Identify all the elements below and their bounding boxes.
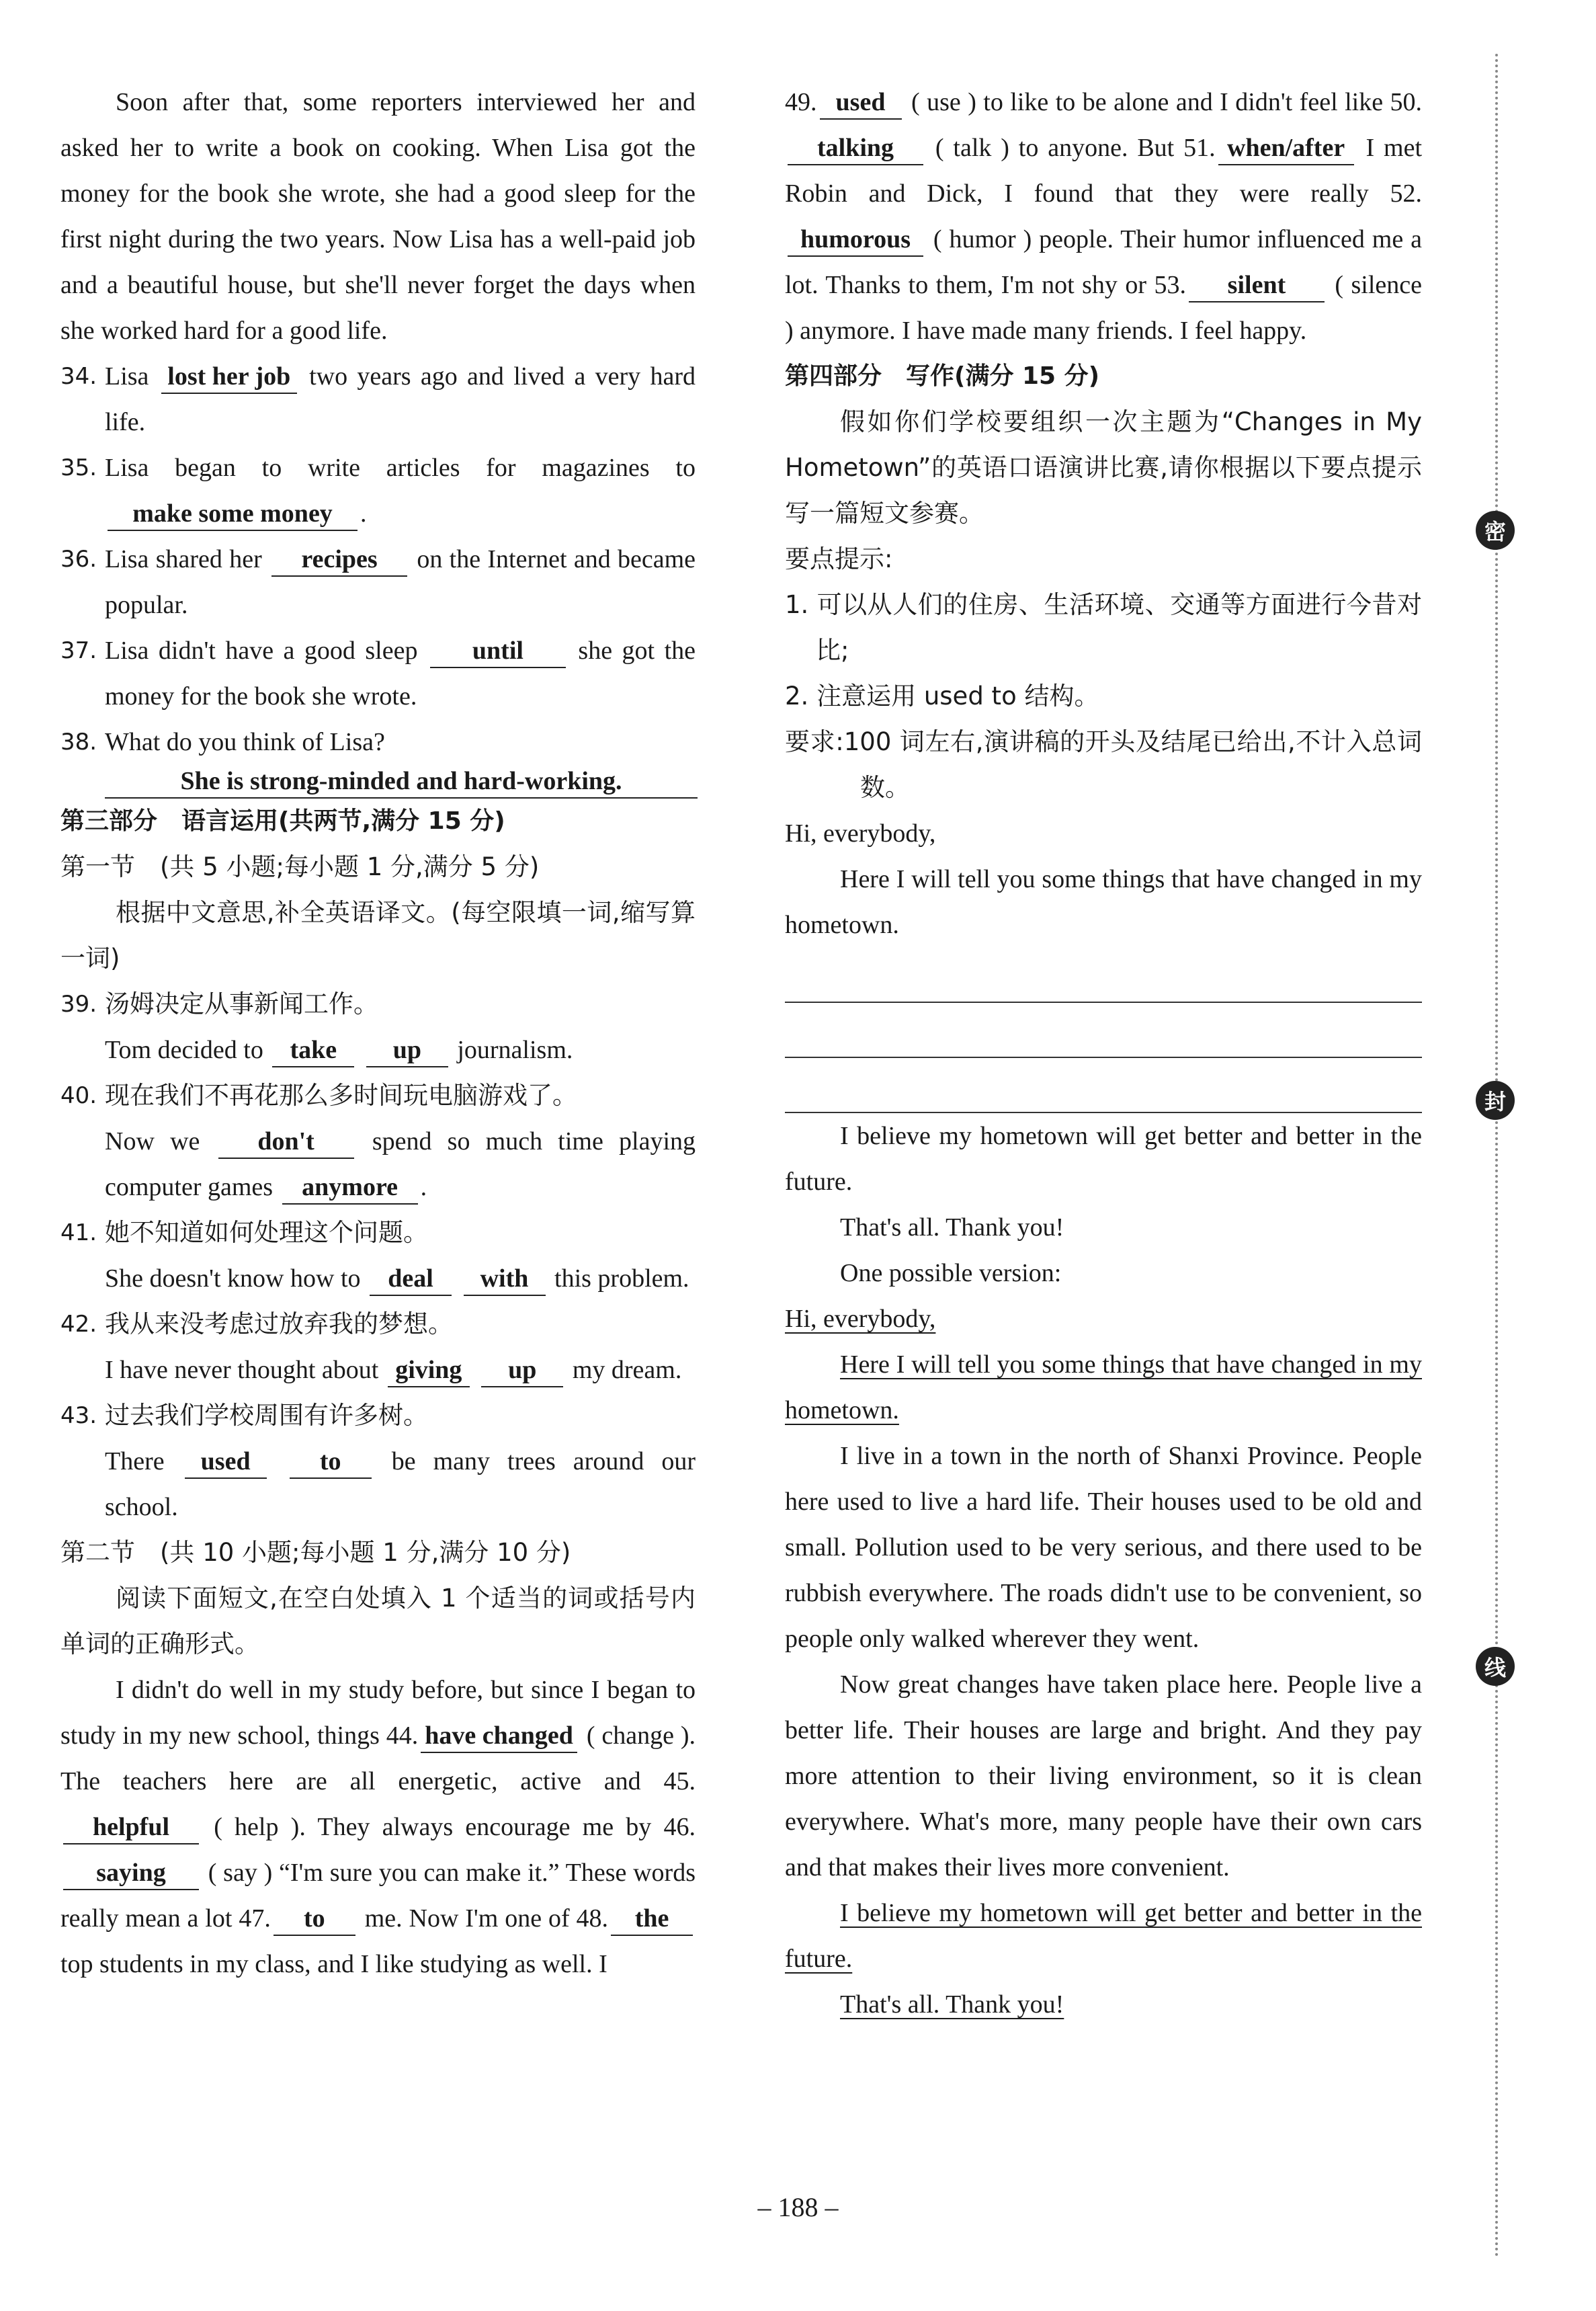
version-paragraph-2: Now great changes have taken place here. People live a better life. Their houses are large and bright. And they pay more attention to their living environment, so it is clean everywhere. What's more, many people have their own cars and that makes their lives more convenient.	[785, 1670, 1422, 1881]
version-opening: Here I will tell you some things that have changed in my hometown.	[785, 1350, 1422, 1424]
question-number: 43.	[60, 1402, 97, 1429]
answer-blank: helpful	[63, 1811, 199, 1844]
section1-instructions: 根据中文意思,补全英语译文。(每空限填一词,缩写算一词)	[60, 898, 696, 973]
section2-instructions: 阅读下面短文,在空白处填入 1 个适当的词或括号内单词的正确形式。	[60, 1584, 696, 1658]
question-39: 39. 汤姆决定从事新闻工作。 Tom decided to take up journalism.	[60, 981, 696, 1073]
question-number: 34.	[60, 363, 97, 390]
answer-blank: deal	[370, 1262, 452, 1296]
question-43: 43. 过去我们学校周围有许多树。 There used to be many trees around our school.	[60, 1393, 696, 1530]
question-number: 38.	[60, 729, 97, 756]
left-column	[60, 79, 696, 1987]
answer-blank: when/after	[1218, 132, 1354, 165]
answer-blank: up	[366, 1034, 448, 1067]
question-number: 39.	[60, 991, 97, 1018]
answer-blank: anymore	[282, 1171, 418, 1205]
version-closing: I believe my hometown will get better and better in the future.	[785, 1899, 1422, 1973]
answer-blank: saying	[63, 1857, 199, 1890]
writing-line[interactable]	[785, 1058, 1422, 1113]
seal-xian-icon: 线	[1476, 1647, 1515, 1686]
writing-line[interactable]	[785, 1003, 1422, 1058]
answer-blank: humorous	[788, 223, 923, 257]
speech-thanks: That's all. Thank you!	[840, 1213, 1064, 1242]
answer-blank: with	[464, 1262, 546, 1296]
writing-line[interactable]	[785, 948, 1422, 1003]
answer-blank: take	[272, 1034, 354, 1067]
speech-greeting: Hi, everybody,	[785, 819, 936, 848]
seal-mi-icon: 密	[1476, 511, 1515, 550]
question-34: 34. Lisa lost her job two years ago and lived a very hard life.	[60, 354, 696, 445]
seal-feng-icon: 封	[1476, 1081, 1515, 1120]
answer-blank: silent	[1189, 269, 1325, 302]
answer-blank: make some money	[108, 497, 358, 531]
version-paragraph-1: I live in a town in the north of Shanxi Province. People here used to live a hard life. Their houses used to be old and small. Pollution used to be very serious, and there used to be rubbish everywhere. The roads didn't use to be convenient, so people only walked wherever they went.	[785, 1442, 1422, 1653]
answer-blank: recipes	[271, 543, 407, 577]
answer-blank: don't	[218, 1125, 354, 1159]
hint-2: 2. 注意运用 used to 结构。	[785, 682, 1099, 711]
question-38: 38. What do you think of Lisa? She is strong-minded and hard-working.	[60, 719, 696, 799]
question-number: 42.	[60, 1311, 97, 1338]
version-label: One possible version:	[840, 1259, 1062, 1287]
writing-task: 假如你们学校要组织一次主题为“Changes in My Hometown”的英语口语演讲比赛,请你根据以下要点提示写一篇短文参赛。	[785, 407, 1422, 528]
answer-blank: to	[290, 1445, 372, 1479]
question-number: 36.	[60, 546, 97, 573]
answer-blank: used	[185, 1445, 267, 1479]
question-number: 37.	[60, 637, 97, 664]
page-number: – 188 –	[757, 2192, 839, 2222]
cloze-passage-part1: I didn't do well in my study before, but since I began to study in my new school, things 44. have changed ( change ). The teachers here are all energetic, active and 45.helpful ( help ). They always encourage me by 46.saying ( say ) “I'm sure you can make it.” These words really mean a lot 47. to me. Now I'm one of 48. the top students in my class, and I like studying as well. I	[60, 1676, 696, 1978]
speech-opening: Here I will tell you some things that have changed in my hometown.	[785, 865, 1422, 939]
question-number: 40.	[60, 1082, 97, 1109]
question-number: 41.	[60, 1219, 97, 1246]
section2-heading: 第二节 (共 10 小题;每小题 1 分,满分 10 分)	[60, 1538, 571, 1567]
question-35: 35. Lisa began to write articles for magazines to make some money .	[60, 445, 696, 536]
answer-blank: used	[820, 86, 902, 120]
part4-heading: 第四部分 写作(满分 15 分)	[785, 362, 1100, 390]
answer-blank: She is strong-minded and hard-working.	[105, 765, 698, 799]
answer-blank: talking	[788, 132, 923, 165]
answer-blank: until	[430, 635, 566, 668]
part3-heading: 第三部分 语言运用(共两节,满分 15 分)	[60, 807, 505, 835]
answer-blank: lost her job	[161, 360, 297, 394]
answer-blank: the	[611, 1902, 693, 1936]
question-40: 40. 现在我们不再花那么多时间玩电脑游戏了。 Now we don't spend so much time playing computer games anymore .	[60, 1073, 696, 1210]
answer-blank: up	[481, 1354, 563, 1387]
passage-ending: Soon after that, some reporters interviewed her and asked her to write a book on cooking. When Lisa got the money for the book she wrote, she had a good sleep for the first night during the two years. Now Lisa has a well-paid job and a beautiful house, but she'll never forget the days when she worked hard for a good life.	[60, 88, 696, 345]
answer-blank: have changed	[421, 1719, 577, 1753]
hint-label: 要点提示:	[785, 544, 893, 573]
version-greeting: Hi, everybody,	[785, 1305, 936, 1333]
question-41: 41. 她不知道如何处理这个问题。 She doesn't know how to deal with this problem.	[60, 1210, 696, 1301]
question-37: 37. Lisa didn't have a good sleep until she got the money for the book she wrote.	[60, 628, 696, 719]
binding-dotted-line	[1495, 54, 1498, 2259]
cloze-passage-part2: 49. used ( use ) to like to be alone and I didn't feel like 50.talking ( talk ) to anyone. But 51. when/after I met Robin and Dick, I found that they were really 52.humorous ( humor ) people. Their humor influenced me a lot. Thanks to them, I'm not shy or 53. silent ( silence ) anymore. I have made many friends. I feel happy.	[785, 79, 1422, 354]
answer-blank: to	[274, 1902, 355, 1936]
requirements: 要求:100 词左右,演讲稿的开头及结尾已给出,不计入总词数。	[785, 727, 1422, 802]
right-column	[785, 79, 1422, 2027]
answer-blank: giving	[388, 1354, 470, 1387]
version-thanks: That's all. Thank you!	[840, 1990, 1064, 2019]
question-36: 36. Lisa shared her recipes on the Internet and became popular.	[60, 536, 696, 628]
speech-closing: I believe my hometown will get better and better in the future.	[785, 1122, 1422, 1196]
question-number: 35.	[60, 454, 97, 481]
question-42: 42. 我从来没考虑过放弃我的梦想。 I have never thought about giving up my dream.	[60, 1301, 696, 1393]
section1-heading: 第一节 (共 5 小题;每小题 1 分,满分 5 分)	[60, 852, 540, 881]
hint-1: 1. 可以从人们的住房、生活环境、交通等方面进行今昔对比;	[785, 590, 1422, 665]
